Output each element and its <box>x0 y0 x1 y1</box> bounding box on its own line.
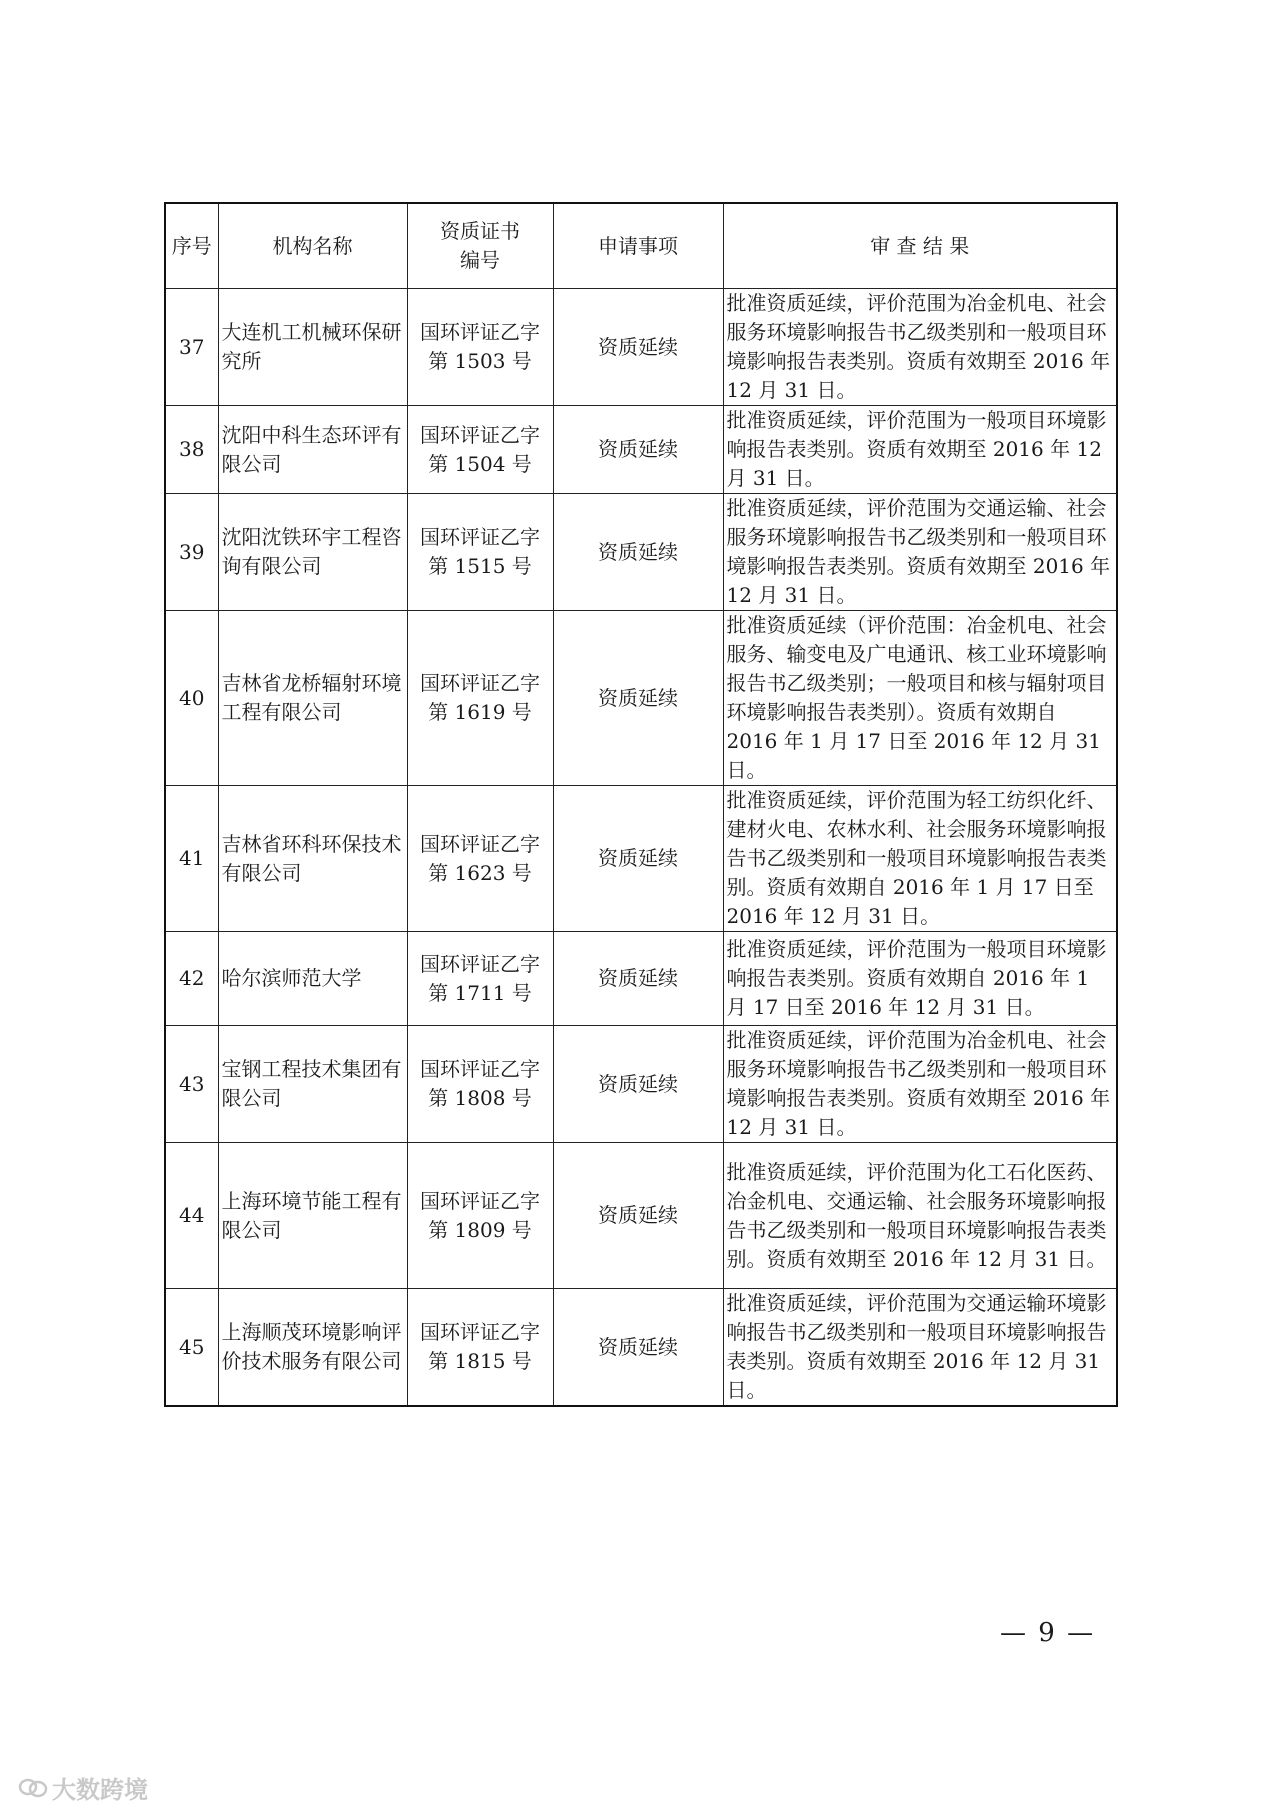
header-result: 审 查 结 果 <box>723 203 1117 289</box>
header-num: 序号 <box>165 203 218 289</box>
review-result: 批准资质延续，评价范围为冶金机电、社会服务环境影响报告书乙级类别和一般项目环境影响报告表类别。资质有效期至 2016 年 12 月 31 日。 <box>723 289 1117 406</box>
institution-name: 大连机工机械环保研究所 <box>218 289 407 406</box>
institution-name: 上海顺茂环境影响评价技术服务有限公司 <box>218 1289 407 1407</box>
row-number: 44 <box>165 1143 218 1289</box>
table-row <box>165 406 1117 494</box>
review-results-table <box>164 202 1118 1407</box>
table-row <box>165 932 1117 1026</box>
table-row <box>165 1143 1117 1289</box>
review-result: 批准资质延续，评价范围为一般项目环境影响报告表类别。资质有效期自 2016 年 1 月 17 日至 2016 年 12 月 31 日。 <box>723 932 1117 1026</box>
review-result: 批准资质延续，评价范围为轻工纺织化纤、建材火电、农林水利、社会服务环境影响报告书乙级类别和一般项目环境影响报告表类别。资质有效期自 2016 年 1 月 17 日至 2016 年 12 月 31 日。 <box>723 786 1117 932</box>
row-number: 45 <box>165 1289 218 1407</box>
header-name: 机构名称 <box>218 203 407 289</box>
certificate-number: 国环评证乙字第 1619 号 <box>407 611 553 786</box>
row-number: 38 <box>165 406 218 494</box>
row-number: 42 <box>165 932 218 1026</box>
watermark <box>18 1770 148 1805</box>
application-item: 资质延续 <box>553 1143 723 1289</box>
review-result: 批准资质延续，评价范围为化工石化医药、冶金机电、交通运输、社会服务环境影响报告书乙级类别和一般项目环境影响报告表类别。资质有效期至 2016 年 12 月 31 日。 <box>723 1143 1117 1289</box>
header-item: 申请事项 <box>553 203 723 289</box>
row-number: 39 <box>165 494 218 611</box>
institution-name: 吉林省龙桥辐射环境工程有限公司 <box>218 611 407 786</box>
application-item: 资质延续 <box>553 289 723 406</box>
institution-name: 沈阳中科生态环评有限公司 <box>218 406 407 494</box>
row-number: 43 <box>165 1026 218 1143</box>
application-item: 资质延续 <box>553 406 723 494</box>
certificate-number: 国环评证乙字第 1515 号 <box>407 494 553 611</box>
certificate-number: 国环评证乙字第 1711 号 <box>407 932 553 1026</box>
table-row <box>165 786 1117 932</box>
certificate-number: 国环评证乙字第 1815 号 <box>407 1289 553 1407</box>
table-row <box>165 1289 1117 1407</box>
application-item: 资质延续 <box>553 1289 723 1407</box>
certificate-number: 国环评证乙字第 1503 号 <box>407 289 553 406</box>
institution-name: 哈尔滨师范大学 <box>218 932 407 1026</box>
certificate-number: 国环评证乙字第 1623 号 <box>407 786 553 932</box>
application-item: 资质延续 <box>553 932 723 1026</box>
application-item: 资质延续 <box>553 1026 723 1143</box>
header-cert <box>407 203 553 289</box>
table-row <box>165 289 1117 406</box>
application-item: 资质延续 <box>553 786 723 932</box>
review-result: 批准资质延续，评价范围为交通运输环境影响报告书乙级类别和一般项目环境影响报告表类别。资质有效期至 2016 年 12 月 31 日。 <box>723 1289 1117 1407</box>
table-header-row <box>165 203 1117 289</box>
review-result: 批准资质延续，评价范围为冶金机电、社会服务环境影响报告书乙级类别和一般项目环境影响报告表类别。资质有效期至 2016 年 12 月 31 日。 <box>723 1026 1117 1143</box>
certificate-number: 国环评证乙字第 1504 号 <box>407 406 553 494</box>
row-number: 40 <box>165 611 218 786</box>
header-cert-label: 资质证书编号 <box>440 219 520 272</box>
institution-name: 沈阳沈铁环宇工程咨询有限公司 <box>218 494 407 611</box>
application-item: 资质延续 <box>553 494 723 611</box>
row-number: 37 <box>165 289 218 406</box>
review-result: 批准资质延续（评价范围：冶金机电、社会服务、输变电及广电通讯、核工业环境影响报告书乙级类别；一般项目和核与辐射项目环境影响报告表类别）。资质有效期自 2016 年 1 月 17 日至 2016 年 12 月 31 日。 <box>723 611 1117 786</box>
institution-name: 宝钢工程技术集团有限公司 <box>218 1026 407 1143</box>
table-row <box>165 1026 1117 1143</box>
table-row <box>165 611 1117 786</box>
application-item: 资质延续 <box>553 611 723 786</box>
certificate-number: 国环评证乙字第 1808 号 <box>407 1026 553 1143</box>
page-number: — 9 — <box>1000 1618 1096 1648</box>
certificate-number: 国环评证乙字第 1809 号 <box>407 1143 553 1289</box>
row-number: 41 <box>165 786 218 932</box>
institution-name: 吉林省环科环保技术有限公司 <box>218 786 407 932</box>
institution-name: 上海环境节能工程有限公司 <box>218 1143 407 1289</box>
table-row <box>165 494 1117 611</box>
review-result: 批准资质延续，评价范围为交通运输、社会服务环境影响报告书乙级类别和一般项目环境影响报告表类别。资质有效期至 2016 年 12 月 31 日。 <box>723 494 1117 611</box>
review-result: 批准资质延续，评价范围为一般项目环境影响报告表类别。资质有效期至 2016 年 12 月 31 日。 <box>723 406 1117 494</box>
chat-bubbles-icon <box>18 1777 48 1799</box>
watermark-text: 大数跨境 <box>52 1776 148 1804</box>
